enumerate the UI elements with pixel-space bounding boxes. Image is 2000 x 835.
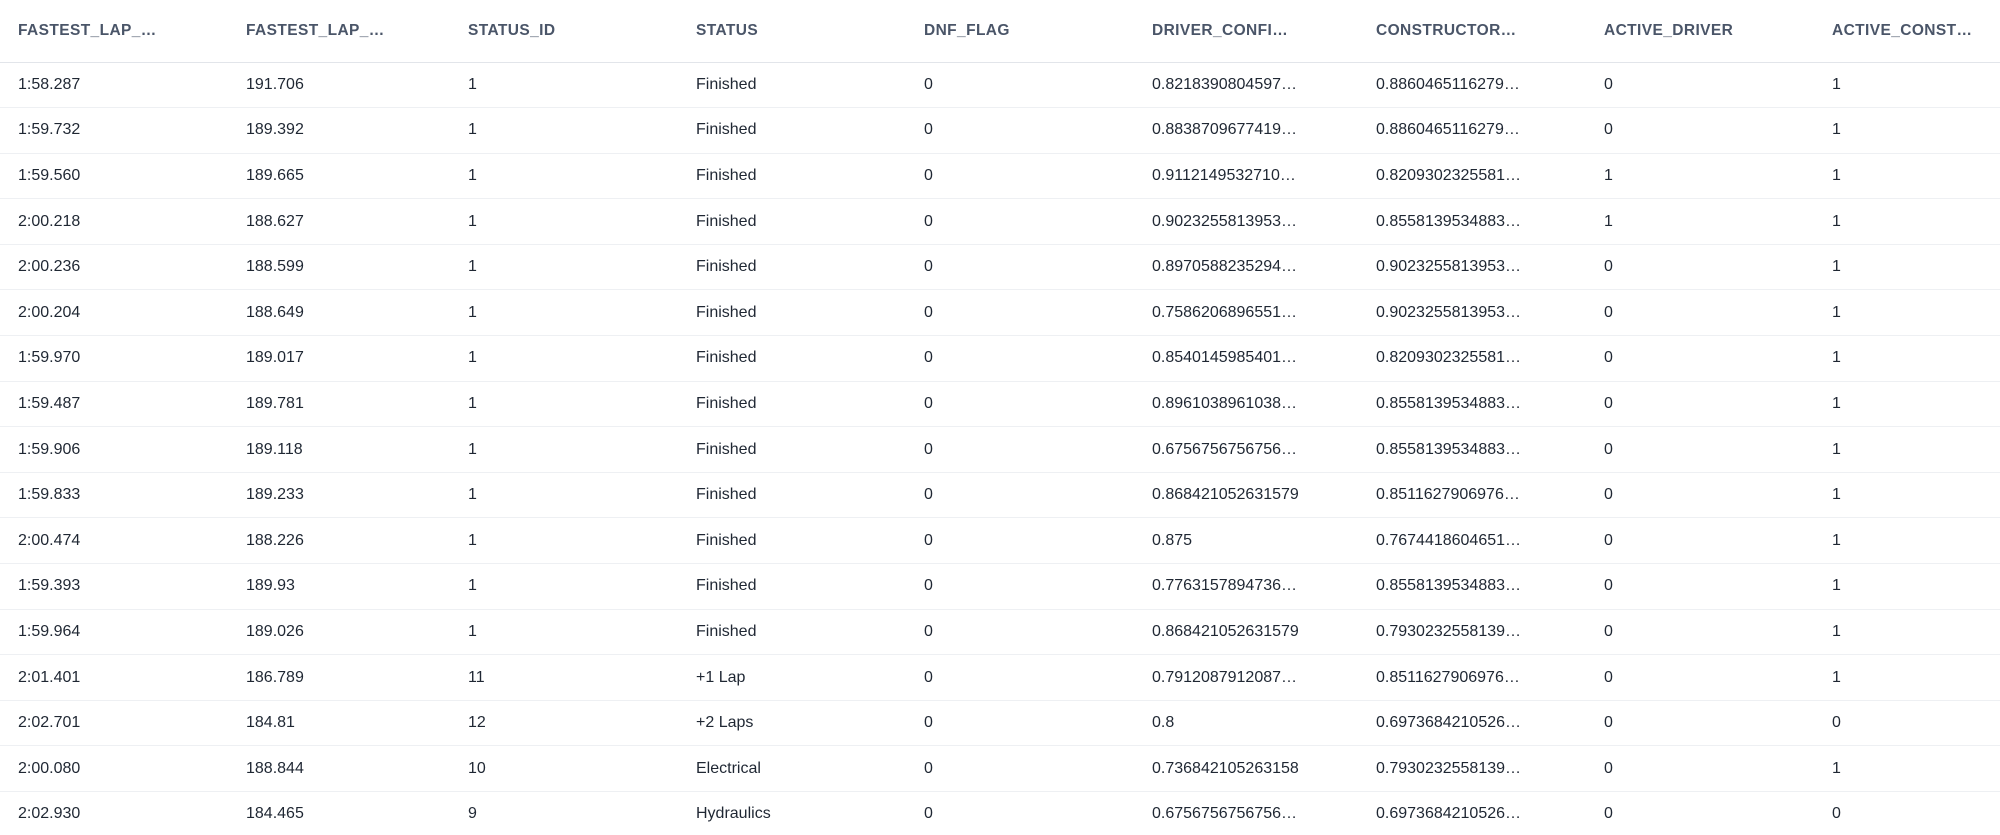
cell-active-constructor: 1	[1814, 518, 2000, 564]
cell-status-id: 1	[450, 153, 678, 199]
cell-status-id: 1	[450, 518, 678, 564]
cell-fastest-lap-speed: 189.118	[228, 427, 450, 473]
cell-constructor-reliability: 0.6973684210526…	[1358, 792, 1586, 835]
cell-fastest-lap-speed: 189.233	[228, 472, 450, 518]
cell-fastest-lap-speed: 188.649	[228, 290, 450, 336]
cell-status-id: 1	[450, 381, 678, 427]
cell-status-id: 10	[450, 746, 678, 792]
cell-status: +1 Lap	[678, 655, 906, 701]
cell-driver-confidence: 0.7586206896551…	[1134, 290, 1358, 336]
cell-driver-confidence: 0.8218390804597…	[1134, 62, 1358, 108]
table-row[interactable]	[0, 792, 2000, 835]
table-row[interactable]	[0, 336, 2000, 382]
cell-driver-confidence: 0.7912087912087…	[1134, 655, 1358, 701]
cell-active-driver: 0	[1586, 290, 1814, 336]
cell-active-constructor: 0	[1814, 700, 2000, 746]
cell-fastest-lap-speed: 184.465	[228, 792, 450, 835]
cell-fastest-lap-speed: 184.81	[228, 700, 450, 746]
cell-active-constructor: 1	[1814, 199, 2000, 245]
cell-status-id: 1	[450, 472, 678, 518]
cell-active-driver: 0	[1586, 381, 1814, 427]
cell-dnf-flag: 0	[906, 472, 1134, 518]
cell-status-id: 1	[450, 336, 678, 382]
cell-status: Finished	[678, 244, 906, 290]
cell-constructor-reliability: 0.8511627906976…	[1358, 655, 1586, 701]
cell-status: Finished	[678, 336, 906, 382]
cell-status-id: 12	[450, 700, 678, 746]
table-header	[0, 0, 2000, 62]
cell-active-driver: 0	[1586, 336, 1814, 382]
cell-fastest-lap-time: 2:00.204	[0, 290, 228, 336]
cell-status: Finished	[678, 62, 906, 108]
cell-fastest-lap-speed: 186.789	[228, 655, 450, 701]
cell-active-driver: 1	[1586, 153, 1814, 199]
table-row[interactable]	[0, 381, 2000, 427]
cell-status-id: 1	[450, 62, 678, 108]
cell-fastest-lap-time: 2:01.401	[0, 655, 228, 701]
cell-driver-confidence: 0.9112149532710…	[1134, 153, 1358, 199]
cell-active-driver: 0	[1586, 518, 1814, 564]
table-row[interactable]	[0, 244, 2000, 290]
cell-constructor-reliability: 0.6973684210526…	[1358, 700, 1586, 746]
cell-fastest-lap-speed: 189.665	[228, 153, 450, 199]
column-header-active-driver[interactable]: ACTIVE_DRIVER	[1586, 0, 1814, 62]
cell-dnf-flag: 0	[906, 792, 1134, 835]
cell-active-driver: 0	[1586, 62, 1814, 108]
cell-constructor-reliability: 0.8558139534883…	[1358, 199, 1586, 245]
cell-fastest-lap-time: 2:00.236	[0, 244, 228, 290]
cell-driver-confidence: 0.7763157894736…	[1134, 564, 1358, 610]
table-row[interactable]	[0, 153, 2000, 199]
cell-fastest-lap-speed: 191.706	[228, 62, 450, 108]
column-header-driver-confidence[interactable]: DRIVER_CONFI…	[1134, 0, 1358, 62]
cell-active-driver: 0	[1586, 108, 1814, 154]
cell-dnf-flag: 0	[906, 153, 1134, 199]
cell-fastest-lap-time: 2:00.080	[0, 746, 228, 792]
cell-fastest-lap-speed: 189.392	[228, 108, 450, 154]
cell-constructor-reliability: 0.9023255813953…	[1358, 290, 1586, 336]
cell-active-constructor: 1	[1814, 336, 2000, 382]
cell-constructor-reliability: 0.8209302325581…	[1358, 336, 1586, 382]
cell-fastest-lap-speed: 189.781	[228, 381, 450, 427]
cell-dnf-flag: 0	[906, 244, 1134, 290]
cell-fastest-lap-speed: 189.017	[228, 336, 450, 382]
cell-active-constructor: 1	[1814, 427, 2000, 473]
cell-active-constructor: 1	[1814, 290, 2000, 336]
cell-status-id: 1	[450, 244, 678, 290]
cell-dnf-flag: 0	[906, 290, 1134, 336]
cell-dnf-flag: 0	[906, 700, 1134, 746]
cell-status: Finished	[678, 108, 906, 154]
cell-status-id: 1	[450, 108, 678, 154]
cell-status: Finished	[678, 427, 906, 473]
cell-status: Finished	[678, 518, 906, 564]
cell-status: Finished	[678, 153, 906, 199]
cell-active-driver: 0	[1586, 700, 1814, 746]
cell-fastest-lap-time: 2:00.474	[0, 518, 228, 564]
table-row[interactable]	[0, 655, 2000, 701]
cell-driver-confidence: 0.8	[1134, 700, 1358, 746]
column-header-fastest-lap-speed[interactable]: FASTEST_LAP_…	[228, 0, 450, 62]
cell-fastest-lap-time: 1:59.833	[0, 472, 228, 518]
cell-fastest-lap-time: 2:02.701	[0, 700, 228, 746]
cell-active-constructor: 1	[1814, 609, 2000, 655]
table-row[interactable]	[0, 564, 2000, 610]
cell-status-id: 9	[450, 792, 678, 835]
cell-fastest-lap-time: 1:59.560	[0, 153, 228, 199]
cell-fastest-lap-speed: 188.627	[228, 199, 450, 245]
cell-dnf-flag: 0	[906, 746, 1134, 792]
column-header-status-id[interactable]: STATUS_ID	[450, 0, 678, 62]
column-header-active-constructor[interactable]: ACTIVE_CONST…	[1814, 0, 2000, 62]
cell-status: Electrical	[678, 746, 906, 792]
cell-fastest-lap-time: 1:58.287	[0, 62, 228, 108]
cell-status: Finished	[678, 381, 906, 427]
table-row[interactable]	[0, 199, 2000, 245]
cell-status-id: 1	[450, 199, 678, 245]
column-header-dnf-flag[interactable]: DNF_FLAG	[906, 0, 1134, 62]
cell-driver-confidence: 0.8540145985401…	[1134, 336, 1358, 382]
cell-status: Finished	[678, 199, 906, 245]
cell-constructor-reliability: 0.7930232558139…	[1358, 746, 1586, 792]
cell-fastest-lap-time: 1:59.732	[0, 108, 228, 154]
cell-constructor-reliability: 0.9023255813953…	[1358, 244, 1586, 290]
cell-active-constructor: 0	[1814, 792, 2000, 835]
cell-status: Finished	[678, 290, 906, 336]
cell-constructor-reliability: 0.8558139534883…	[1358, 427, 1586, 473]
cell-constructor-reliability: 0.8511627906976…	[1358, 472, 1586, 518]
cell-dnf-flag: 0	[906, 108, 1134, 154]
cell-driver-confidence: 0.8961038961038…	[1134, 381, 1358, 427]
cell-status-id: 1	[450, 427, 678, 473]
column-header-fastest-lap-time[interactable]: FASTEST_LAP_…	[0, 0, 228, 62]
cell-status-id: 1	[450, 609, 678, 655]
cell-driver-confidence: 0.6756756756756…	[1134, 792, 1358, 835]
cell-fastest-lap-speed: 189.93	[228, 564, 450, 610]
cell-dnf-flag: 0	[906, 427, 1134, 473]
cell-driver-confidence: 0.868421052631579	[1134, 472, 1358, 518]
cell-active-constructor: 1	[1814, 655, 2000, 701]
cell-dnf-flag: 0	[906, 518, 1134, 564]
cell-active-constructor: 1	[1814, 62, 2000, 108]
cell-active-driver: 0	[1586, 609, 1814, 655]
cell-constructor-reliability: 0.8558139534883…	[1358, 564, 1586, 610]
cell-active-driver: 0	[1586, 792, 1814, 835]
cell-driver-confidence: 0.736842105263158	[1134, 746, 1358, 792]
cell-status: Finished	[678, 609, 906, 655]
cell-active-driver: 1	[1586, 199, 1814, 245]
cell-dnf-flag: 0	[906, 381, 1134, 427]
cell-constructor-reliability: 0.7930232558139…	[1358, 609, 1586, 655]
cell-driver-confidence: 0.868421052631579	[1134, 609, 1358, 655]
table-row[interactable]	[0, 427, 2000, 473]
cell-driver-confidence: 0.8838709677419…	[1134, 108, 1358, 154]
cell-fastest-lap-time: 2:00.218	[0, 199, 228, 245]
cell-constructor-reliability: 0.7674418604651…	[1358, 518, 1586, 564]
cell-constructor-reliability: 0.8558139534883…	[1358, 381, 1586, 427]
cell-fastest-lap-speed: 189.026	[228, 609, 450, 655]
table-body	[0, 62, 2000, 835]
cell-constructor-reliability: 0.8860465116279…	[1358, 108, 1586, 154]
cell-active-constructor: 1	[1814, 108, 2000, 154]
cell-driver-confidence: 0.6756756756756…	[1134, 427, 1358, 473]
cell-active-constructor: 1	[1814, 564, 2000, 610]
cell-dnf-flag: 0	[906, 609, 1134, 655]
cell-active-driver: 0	[1586, 746, 1814, 792]
cell-active-constructor: 1	[1814, 244, 2000, 290]
cell-active-driver: 0	[1586, 427, 1814, 473]
cell-status: Finished	[678, 564, 906, 610]
cell-status: Hydraulics	[678, 792, 906, 835]
cell-active-driver: 0	[1586, 244, 1814, 290]
cell-dnf-flag: 0	[906, 655, 1134, 701]
cell-driver-confidence: 0.9023255813953…	[1134, 199, 1358, 245]
cell-dnf-flag: 0	[906, 62, 1134, 108]
table-row[interactable]	[0, 518, 2000, 564]
cell-fastest-lap-speed: 188.226	[228, 518, 450, 564]
table-row[interactable]	[0, 609, 2000, 655]
cell-active-driver: 0	[1586, 655, 1814, 701]
cell-active-constructor: 1	[1814, 381, 2000, 427]
cell-status: Finished	[678, 472, 906, 518]
cell-active-constructor: 1	[1814, 153, 2000, 199]
table-row[interactable]	[0, 108, 2000, 154]
cell-fastest-lap-time: 2:02.930	[0, 792, 228, 835]
column-header-status[interactable]: STATUS	[678, 0, 906, 62]
cell-active-constructor: 1	[1814, 472, 2000, 518]
cell-fastest-lap-time: 1:59.906	[0, 427, 228, 473]
cell-fastest-lap-time: 1:59.393	[0, 564, 228, 610]
column-header-constructor-reliability[interactable]: CONSTRUCTOR…	[1358, 0, 1586, 62]
cell-fastest-lap-time: 1:59.970	[0, 336, 228, 382]
cell-dnf-flag: 0	[906, 336, 1134, 382]
cell-constructor-reliability: 0.8209302325581…	[1358, 153, 1586, 199]
cell-status-id: 11	[450, 655, 678, 701]
cell-status-id: 1	[450, 564, 678, 610]
cell-constructor-reliability: 0.8860465116279…	[1358, 62, 1586, 108]
cell-fastest-lap-time: 1:59.487	[0, 381, 228, 427]
cell-active-driver: 0	[1586, 564, 1814, 610]
cell-dnf-flag: 0	[906, 199, 1134, 245]
cell-active-driver: 0	[1586, 472, 1814, 518]
cell-driver-confidence: 0.8970588235294…	[1134, 244, 1358, 290]
table-row[interactable]	[0, 290, 2000, 336]
table-row[interactable]	[0, 746, 2000, 792]
cell-driver-confidence: 0.875	[1134, 518, 1358, 564]
cell-status-id: 1	[450, 290, 678, 336]
cell-fastest-lap-speed: 188.599	[228, 244, 450, 290]
cell-fastest-lap-time: 1:59.964	[0, 609, 228, 655]
table-row[interactable]	[0, 472, 2000, 518]
table-row[interactable]	[0, 62, 2000, 108]
table-header-row	[0, 0, 2000, 62]
cell-status: +2 Laps	[678, 700, 906, 746]
cell-fastest-lap-speed: 188.844	[228, 746, 450, 792]
cell-active-constructor: 1	[1814, 746, 2000, 792]
table-row[interactable]	[0, 700, 2000, 746]
cell-dnf-flag: 0	[906, 564, 1134, 610]
